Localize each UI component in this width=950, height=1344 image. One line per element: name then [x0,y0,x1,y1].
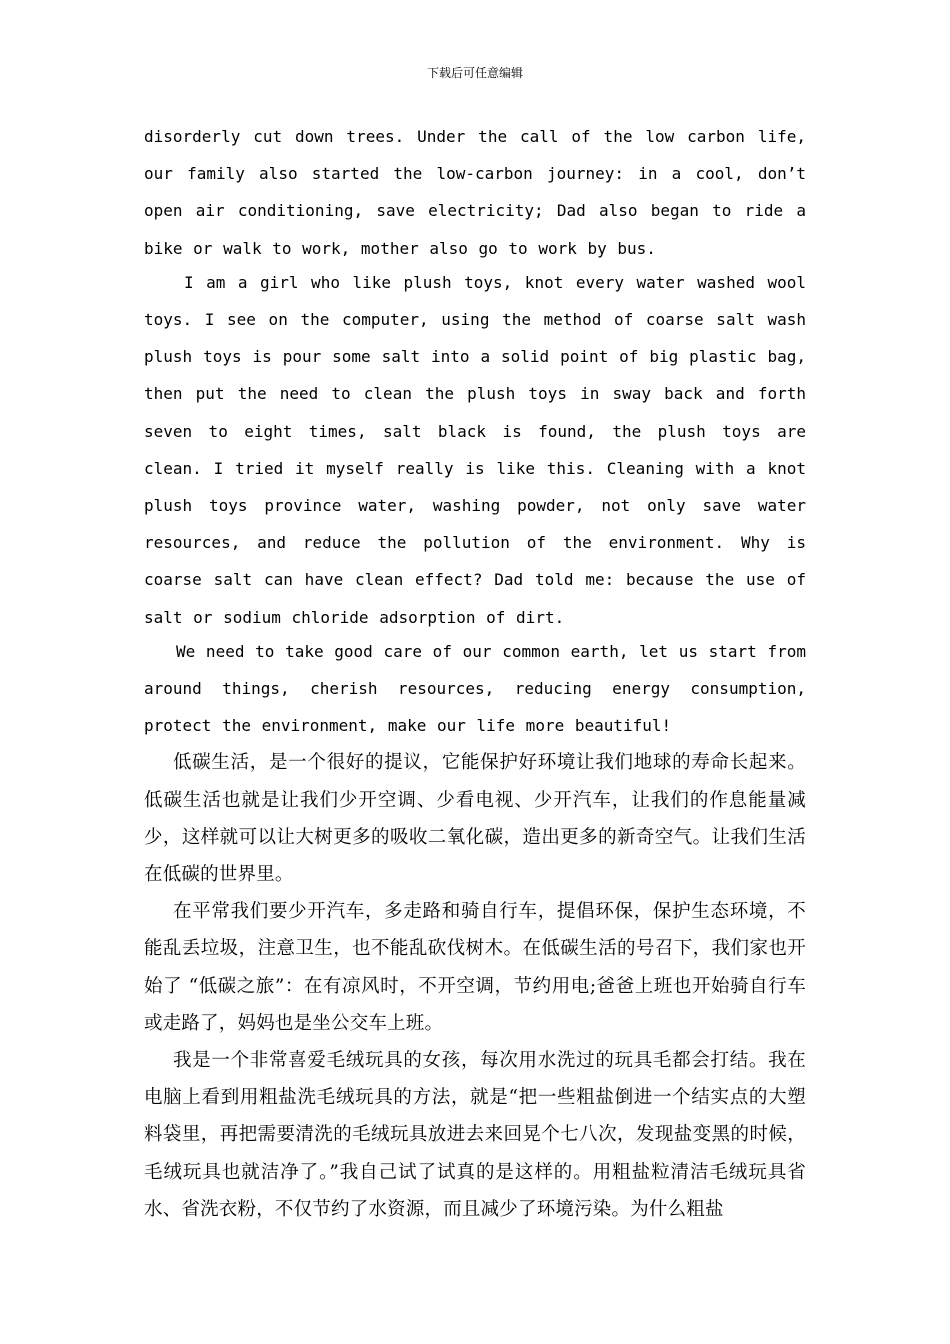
paragraph-en-2: I am a girl who like plush toys, knot every water washed wool toys. I see on the computer, using the method of coarse salt wash plush toys is pour some salt into a solid point of big plastic bag, then put the need to clean the plush toys in sway back and forth seven to eight times, salt black is found, the plush toys are clean. I tried it myself really is like this. Cleaning with a knot plush toys province water, washing powder, not only save water resources, and reduce the pollution of the environment. Why is coarse salt can have clean effect? Dad told me: because the use of salt or sodium chloride adsorption of dirt. [144,272,806,627]
paragraph-zh-3: 我是一个非常喜爱毛绒玩具的女孩，每次用水洗过的玩具毛都会打结。我在电脑上看到用粗盐洗毛绒玩具的方法，就是“把一些粗盐倒进一个结实点的大塑料袋里，再把需要清洗的毛绒玩具放进去来回晃个七八次，发现盐变黑的时候，毛绒玩具也就洁净了。”我自己试了试真的是这样的。用粗盐粒清洁毛绒玩具省水、省洗衣粉，不仅节约了水资源，而且减少了环境污染。为什么粗盐 [144,1050,806,1220]
paragraph-zh-2: 在平常我们要少开汽车，多走路和骑自行车，提倡环保，保护生态环境，不能乱丢垃圾，注意卫生，也不能乱砍伐树木。在低碳生活的号召下，我们家也开始了 “低碳之旅”：在有凉风时，不开空调，节约用电;爸爸上班也开始骑自行车或走路了，妈妈也是坐公交车上班。 [144,901,806,1034]
paragraph-en-3: We need to take good care of our common earth, let us start from around things, cherish resources, reducing energy consumption, protect the environment, make our life more beautiful! [144,641,806,736]
document-body [144,118,806,1228]
paragraph-zh-1: 低碳生活，是一个很好的提议，它能保护好环境让我们地球的寿命长起来。低碳生活也就是让我们少开空调、少看电视、少开汽车，让我们的作息能量减少，这样就可以让大树更多的吸收二氧化碳，造出更多的新奇空气。让我们生活在低碳的世界里。 [144,752,806,886]
page-header: 下载后可任意编辑 [426,66,523,80]
paragraph-en-1: disorderly cut down trees. Under the call of the low carbon life, our family also started the low-carbon journey: in a cool, don’t open air conditioning, save electricity; Dad also began to ride a bike or walk to work, mother also go to work by bus. [144,127,806,258]
